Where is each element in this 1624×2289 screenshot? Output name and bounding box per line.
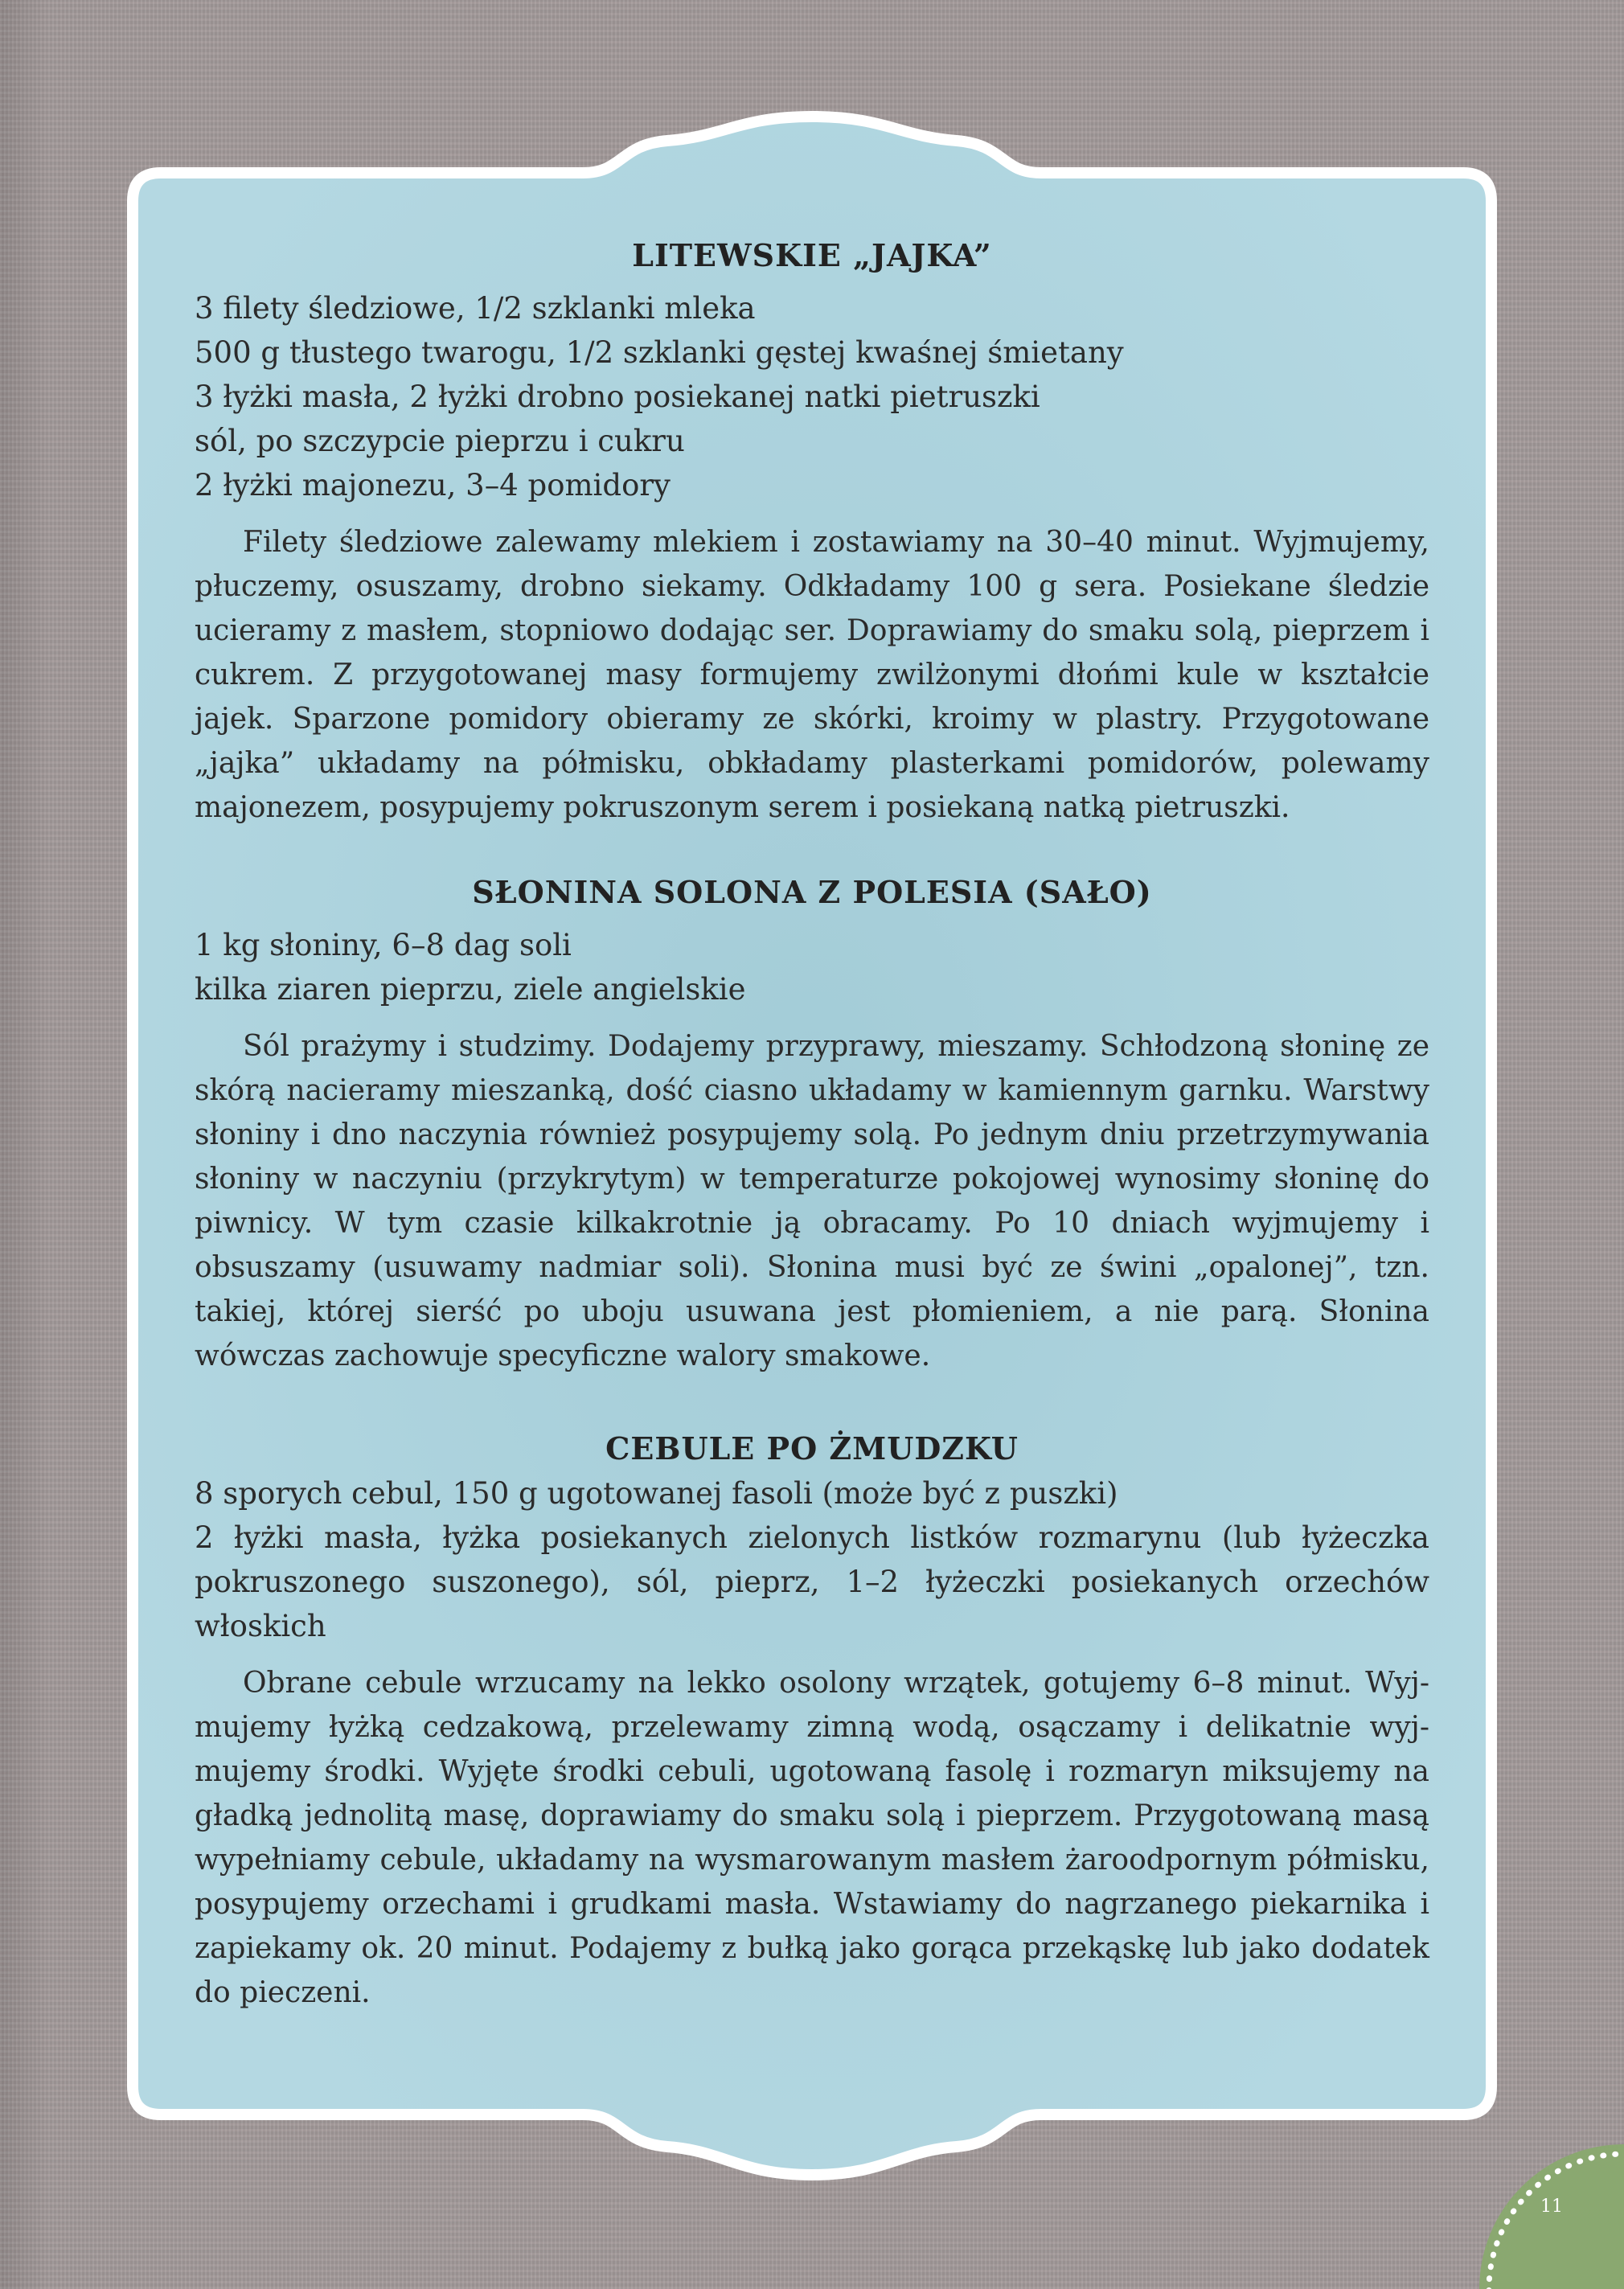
ingredients-list: [195, 1471, 1429, 1648]
ingredients-list: [195, 923, 1429, 1011]
ingredient-line: 8 sporych cebul, 150 g ugotowanej fasoli (może być z puszki): [195, 1476, 1118, 1511]
recipe-instructions: Filety śledziowe zalewamy mlekiem i zostawiamy na 30–40 minut. Wyjmujemy, płuczemy, osuszamy, drobno siekamy. Odkładamy 100 g sera. Posiekane śledzie ucieramy z masłem, stopniowo dodając ser. Doprawiamy do smaku solą, pieprzem i cukrem. Z przygotowanej masy formujemy zwilżonymi dłońmi kule w kształcie jajek. Sparzone pomidory obieramy ze skórki, kroimy w plastry. Przygotowane „jajka” układamy na półmisku, obkładamy plasterkami pomidorów, polewamy majonezem, posypujemy pokruszonym serem i posiekaną natką pietruszki.: [195, 526, 1429, 824]
ingredient-line: 3 filety śledziowe, 1/2 szklanki mleka: [195, 291, 756, 326]
page-number: 11: [1540, 2197, 1563, 2217]
ingredient-line: sól, po szczypcie pieprzu i cukru: [195, 424, 685, 458]
ingredient-line: 2 łyżki masła, łyżka posiekanych zielonych listków rozmarynu (lub łyżeczka pokruszonego suszonego), sól, pieprz, 1–2 łyżeczki posiekanych orzechów włoskich: [195, 1520, 1429, 1643]
ingredient-line: 1 kg słoniny, 6–8 dag soli: [195, 928, 572, 962]
ingredient-line: 500 g tłustego twarogu, 1/2 szklanki gęstej kwaśnej śmietany: [195, 335, 1124, 370]
recipe-title: CEBULE PO ŻMUDZKU: [605, 1430, 1019, 1467]
recipe-slonina-solona: [195, 870, 1429, 1378]
recipes-content: [195, 233, 1429, 2044]
ingredients-list: [195, 286, 1429, 507]
recipe-title: SŁONINA SOLONA Z POLESIA (SAŁO): [472, 874, 1152, 910]
recipe-title: LITEWSKIE „JAJKA”: [632, 237, 992, 273]
recipe-cebule-po-zmudzku: [195, 1426, 1429, 2015]
recipe-instructions: Obrane cebule wrzucamy na lekko osolony wrzątek, gotujemy 6–8 minut. Wyjmujemy łyżką cedzakową, przelewamy zimną wodą, osączamy i delikatnie wyjmujemy środki. Wyjęte środki cebuli, ugotowaną fasolę i rozmaryn miksujemy na gładką jednolitą masę, doprawiamy do smaku solą i pieprzem. Przygotowaną masą wypełniamy cebule, układamy na wysmarowanym masłem żaroodpornym półmisku, posypujemy orzechami i grudkami masła. Wstawiamy do nagrzanego piekarnika i zapiekamy ok. 20 minut. Podajemy z bułką jako gorąca przekąskę lub jako dodatek do pieczeni.: [195, 1667, 1429, 2009]
recipe-litewskie-jajka: [195, 233, 1429, 830]
ingredient-line: 2 łyżki majonezu, 3–4 pomidory: [195, 468, 671, 503]
ingredient-line: kilka ziaren pieprzu, ziele angielskie: [195, 972, 746, 1007]
recipe-instructions: Sól prażymy i studzimy. Dodajemy przyprawy, mieszamy. Schłodzoną słoninę ze skórą nacieramy mieszanką, dość ciasno układamy w kamiennym garnku. Warstwy słoniny i dno naczynia również posypujemy solą. Po jednym dniu przetrzymywania słoniny w naczyniu (przykrytym) w temperaturze pokojowej wynosimy słoninę do piwnicy. W tym czasie kilkakrotnie ją obracamy. Po 10 dniach wyjmujemy i obsuszamy (usuwamy nadmiar soli). Słonina musi być ze świni „opalonej”, tzn. takiej, której sierść po uboju usuwana jest płomieniem, a nie parą. Słonina wówczas zachowuje specyficzne walory smakowe.: [195, 1030, 1429, 1372]
ingredient-line: 3 łyżki masła, 2 łyżki drobno posiekanej natki pietruszki: [195, 379, 1040, 414]
